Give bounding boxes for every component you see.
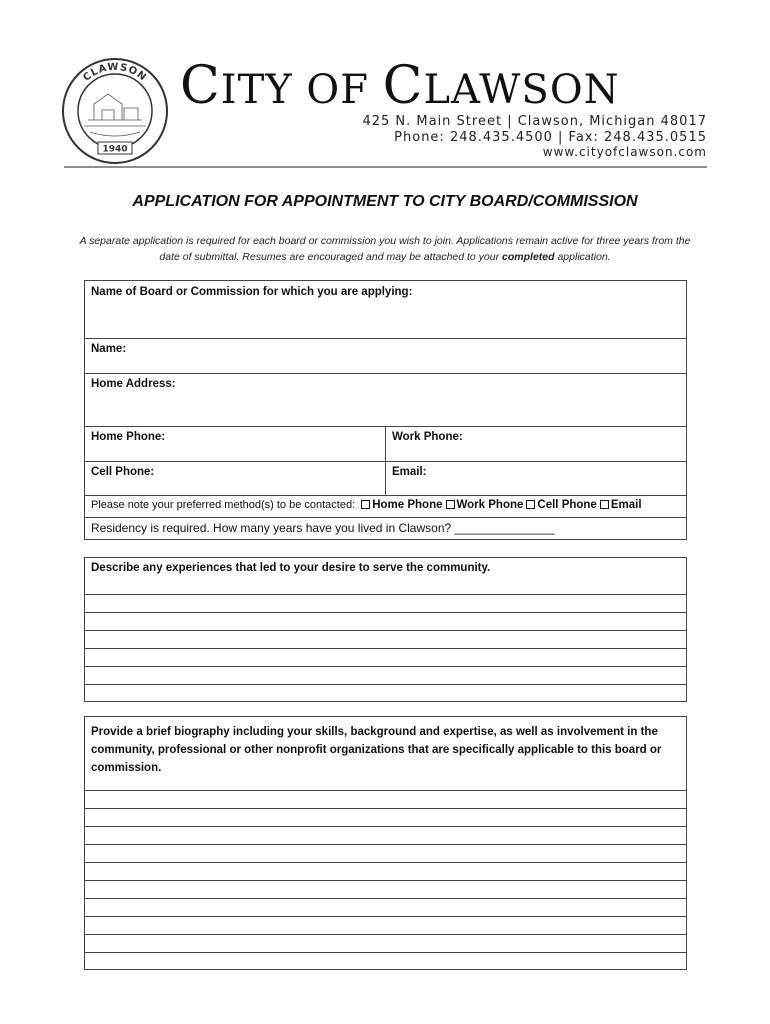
- title-part-2: LAWSON: [423, 67, 620, 113]
- answer-line[interactable]: [85, 917, 686, 935]
- answer-line[interactable]: [85, 881, 686, 899]
- biography-prompt: Provide a brief biography including your skills, background and expertise, as well as involvement in the community, professional or other nonprofit organizations that are specifically applicable to this board or commission.: [91, 726, 662, 774]
- experience-section: [84, 557, 687, 702]
- intro-text: date of submittal. Resumes are encouraged and may be attached to your: [159, 251, 503, 263]
- seal-name-text: CLAWSON: [81, 61, 149, 84]
- city-name-heading: [180, 58, 715, 114]
- answer-line[interactable]: [85, 649, 686, 667]
- title-part-1: ITY OF: [220, 67, 383, 113]
- residency-question: Residency is required. How many years have you lived in Clawson? _______________: [91, 521, 555, 535]
- intro-text-end: application.: [554, 251, 611, 263]
- residency-row[interactable]: [85, 518, 686, 541]
- website-link[interactable]: www.cityofclawson.com: [542, 145, 707, 159]
- experience-prompt-row: [85, 558, 686, 595]
- cell-email-row: [85, 462, 686, 496]
- answer-line[interactable]: [85, 685, 686, 703]
- cell-divider: [385, 427, 386, 461]
- name-label: Name:: [91, 343, 127, 355]
- intro-line-1: A separate application is required for each board or commission you wish to join. Applications remain active for three years from the: [79, 235, 691, 247]
- checkbox-home-phone[interactable]: [361, 500, 370, 509]
- title-initial-c: C: [180, 56, 221, 116]
- phone-fax-line: Phone: 248.435.4500 | Fax: 248.435.0515: [394, 130, 707, 145]
- answer-line[interactable]: [85, 791, 686, 809]
- cell-divider: [385, 462, 386, 495]
- answer-line[interactable]: [85, 845, 686, 863]
- answer-line[interactable]: [85, 899, 686, 917]
- answer-line[interactable]: [85, 613, 686, 631]
- work-phone-label: Work Phone:: [392, 431, 463, 443]
- contact-prompt: Please note your preferred method(s) to be contacted:: [91, 499, 359, 511]
- home-phone-label: Home Phone:: [91, 431, 166, 443]
- answer-line[interactable]: [85, 809, 686, 827]
- option-email: Email: [610, 499, 642, 511]
- name-row[interactable]: [85, 339, 686, 374]
- cell-phone-label: Cell Phone:: [91, 466, 155, 478]
- checkbox-email[interactable]: [600, 500, 609, 509]
- intro-line-2: [0, 251, 770, 263]
- option-cell-phone: Cell Phone: [537, 499, 597, 511]
- answer-line[interactable]: [85, 935, 686, 953]
- answer-line[interactable]: [85, 827, 686, 845]
- form-title: APPLICATION FOR APPOINTMENT TO CITY BOARD/COMMISSION: [132, 193, 638, 210]
- biography-prompt-row: [85, 717, 686, 791]
- home-address-label: Home Address:: [91, 378, 176, 390]
- board-label: Name of Board or Commission for which you are applying:: [91, 286, 413, 298]
- title-initial-c2: C: [382, 56, 424, 116]
- seal-year: 1940: [102, 144, 128, 155]
- answer-line[interactable]: [85, 863, 686, 881]
- city-seal-logo: [60, 56, 170, 166]
- phone-row: [85, 427, 686, 462]
- answer-line[interactable]: [85, 953, 686, 971]
- checkbox-work-phone[interactable]: [446, 500, 455, 509]
- address-line: 425 N. Main Street | Clawson, Michigan 48017: [362, 114, 707, 129]
- address-row[interactable]: [85, 374, 686, 427]
- intro-emphasis: completed: [502, 251, 555, 263]
- header-divider: [64, 166, 707, 168]
- option-home-phone: Home Phone: [372, 499, 443, 511]
- applicant-info-table: [84, 280, 687, 540]
- board-row[interactable]: [85, 281, 686, 339]
- contact-method-row: [85, 496, 686, 518]
- experience-prompt: Describe any experiences that led to your desire to serve the community.: [91, 562, 491, 574]
- answer-line[interactable]: [85, 631, 686, 649]
- email-label: Email:: [392, 466, 427, 478]
- contact-method-line: [91, 499, 642, 511]
- option-work-phone: Work Phone: [456, 499, 524, 511]
- biography-section: [84, 716, 687, 970]
- checkbox-cell-phone[interactable]: [526, 500, 535, 509]
- answer-line[interactable]: [85, 595, 686, 613]
- answer-line[interactable]: [85, 667, 686, 685]
